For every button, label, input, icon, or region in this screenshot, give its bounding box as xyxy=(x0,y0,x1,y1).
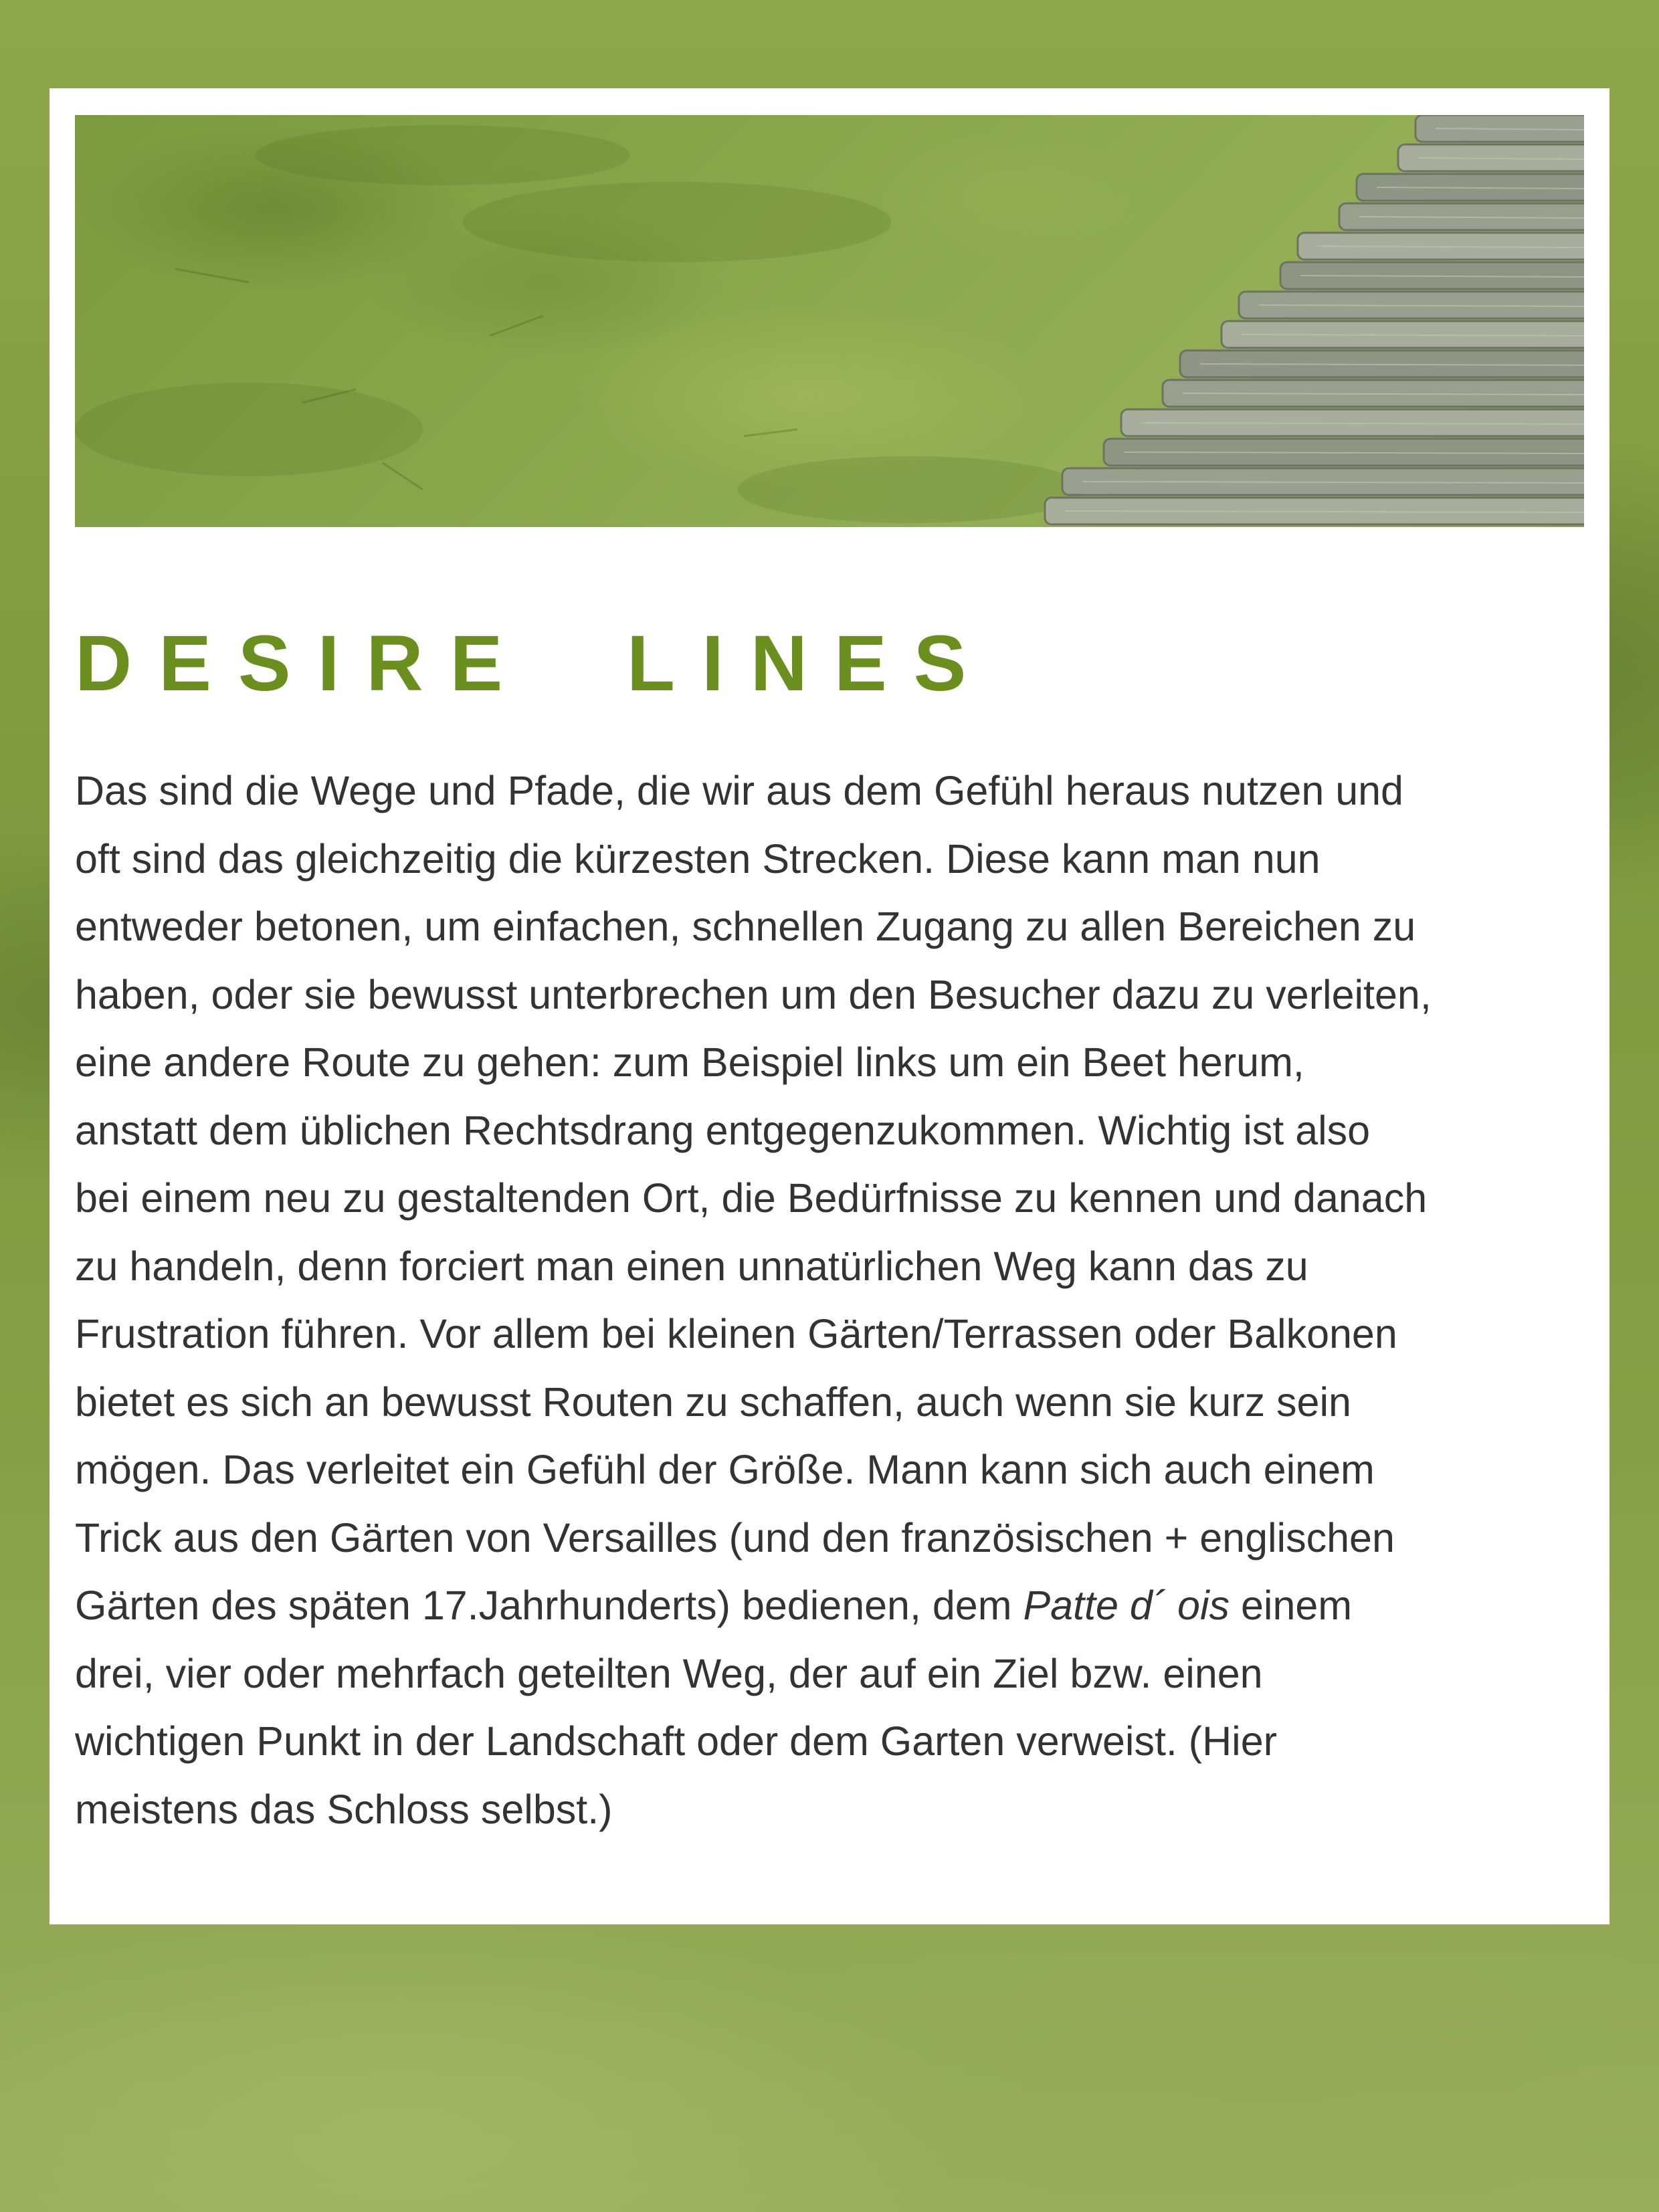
body-line: Trick aus den Gärten von Versailles (und den französischen + englischen xyxy=(75,1514,1395,1561)
body-line: bietet es sich an bewusst Routen zu schaffen, auch wenn sie kurz sein xyxy=(75,1379,1351,1425)
body-line: haben, oder sie bewusst unterbrechen um den Besucher dazu zu verleiten, xyxy=(75,971,1432,1017)
body-line: mögen. Das verleitet ein Gefühl der Größe. Mann kann sich auch einem xyxy=(75,1447,1375,1492)
body-line: Das sind die Wege und Pfade, die wir aus dem Gefühl heraus nutzen und xyxy=(75,768,1403,813)
body-line: bei einem neu zu gestaltenden Ort, die Bedürfnisse zu kennen und danach xyxy=(75,1175,1428,1221)
body-line xyxy=(75,1572,1588,1640)
body-line: wichtigen Punkt in der Landschaft oder dem Garten verweist. (Hier xyxy=(75,1718,1277,1764)
body-line: meistens das Schloss selbst.) xyxy=(75,1786,613,1832)
hero-image xyxy=(75,115,1584,527)
body-line: drei, vier oder mehrfach geteilten Weg, der auf ein Ziel bzw. einen xyxy=(75,1650,1263,1696)
body-line: Frustration führen. Vor allem bei kleinen Gärten/Terrassen oder Balkonen xyxy=(75,1311,1397,1356)
page-title: DESIRE LINES xyxy=(75,619,993,708)
body-line-text: einem xyxy=(1230,1583,1353,1628)
body-line: zu handeln, denn forciert man einen unnatürlichen Weg kann das zu xyxy=(75,1243,1308,1289)
body-paragraph xyxy=(75,757,1588,1843)
body-line: anstatt dem üblichen Rechtsdrang entgegenzukommen. Wichtig ist also xyxy=(75,1107,1371,1153)
body-line: eine andere Route zu gehen: zum Beispiel links um ein Beet herum, xyxy=(75,1039,1304,1085)
boardwalk-illustration xyxy=(75,115,1584,527)
body-line: oft sind das gleichzeitig die kürzesten Strecken. Diese kann man nun xyxy=(75,835,1321,882)
italic-term: Patte d´ ois xyxy=(1023,1583,1230,1628)
content-card xyxy=(50,88,1609,1924)
body-line: entweder betonen, um einfachen, schnellen Zugang zu allen Bereichen zu xyxy=(75,904,1416,949)
body-line-text: Gärten des späten 17.Jahrhunderts) bedienen, dem xyxy=(75,1583,1023,1628)
